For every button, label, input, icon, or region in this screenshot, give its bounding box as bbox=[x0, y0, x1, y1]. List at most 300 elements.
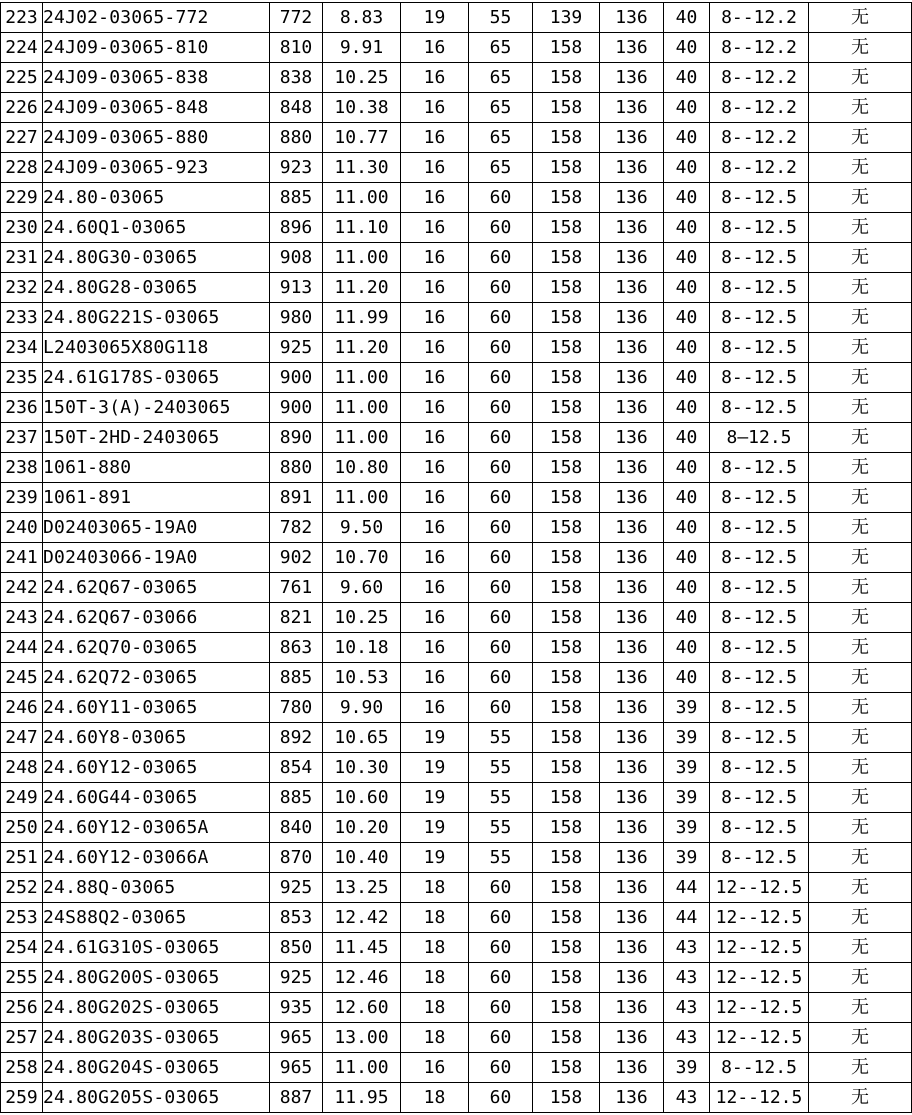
row-index-cell: 241 bbox=[1, 543, 43, 573]
row-index-cell: 252 bbox=[1, 873, 43, 903]
quantity-cell: 965 bbox=[270, 1023, 323, 1053]
col-d-cell: 136 bbox=[600, 873, 664, 903]
col-c-cell: 158 bbox=[533, 693, 600, 723]
range-cell: 8--12.2 bbox=[710, 63, 809, 93]
quantity-cell: 850 bbox=[270, 933, 323, 963]
col-d-cell: 136 bbox=[600, 663, 664, 693]
value-cell: 10.25 bbox=[323, 603, 401, 633]
range-cell: 8--12.5 bbox=[710, 633, 809, 663]
model-code-cell: D02403065-19A0 bbox=[43, 513, 270, 543]
row-index-cell: 246 bbox=[1, 693, 43, 723]
col-e-cell: 39 bbox=[664, 813, 710, 843]
note-cell: 无 bbox=[809, 63, 912, 93]
col-c-cell: 158 bbox=[533, 273, 600, 303]
row-index-cell: 255 bbox=[1, 963, 43, 993]
col-d-cell: 136 bbox=[600, 783, 664, 813]
col-a-cell: 18 bbox=[401, 1023, 469, 1053]
table-row bbox=[1, 183, 912, 213]
range-cell: 12--12.5 bbox=[710, 1083, 809, 1113]
col-e-cell: 40 bbox=[664, 213, 710, 243]
value-cell: 12.46 bbox=[323, 963, 401, 993]
col-e-cell: 40 bbox=[664, 303, 710, 333]
note-cell: 无 bbox=[809, 423, 912, 453]
col-d-cell: 136 bbox=[600, 1023, 664, 1053]
range-cell: 8--12.5 bbox=[710, 483, 809, 513]
table-row bbox=[1, 393, 912, 423]
col-a-cell: 19 bbox=[401, 723, 469, 753]
model-code-cell: 24J09-03065-848 bbox=[43, 93, 270, 123]
col-d-cell: 136 bbox=[600, 723, 664, 753]
table-row bbox=[1, 453, 912, 483]
value-cell: 8.83 bbox=[323, 3, 401, 33]
quantity-cell: 892 bbox=[270, 723, 323, 753]
col-e-cell: 44 bbox=[664, 873, 710, 903]
col-e-cell: 40 bbox=[664, 453, 710, 483]
col-e-cell: 40 bbox=[664, 633, 710, 663]
col-e-cell: 40 bbox=[664, 483, 710, 513]
col-b-cell: 60 bbox=[469, 693, 533, 723]
model-code-cell: 24.60Y11-03065 bbox=[43, 693, 270, 723]
col-c-cell: 158 bbox=[533, 993, 600, 1023]
col-d-cell: 136 bbox=[600, 483, 664, 513]
col-b-cell: 65 bbox=[469, 63, 533, 93]
note-cell: 无 bbox=[809, 213, 912, 243]
table-row bbox=[1, 423, 912, 453]
value-cell: 10.20 bbox=[323, 813, 401, 843]
table-row bbox=[1, 63, 912, 93]
quantity-cell: 896 bbox=[270, 213, 323, 243]
col-c-cell: 158 bbox=[533, 843, 600, 873]
col-e-cell: 40 bbox=[664, 273, 710, 303]
col-e-cell: 43 bbox=[664, 993, 710, 1023]
quantity-cell: 840 bbox=[270, 813, 323, 843]
col-a-cell: 16 bbox=[401, 603, 469, 633]
note-cell: 无 bbox=[809, 93, 912, 123]
value-cell: 10.60 bbox=[323, 783, 401, 813]
note-cell: 无 bbox=[809, 183, 912, 213]
range-cell: 8--12.5 bbox=[710, 513, 809, 543]
note-cell: 无 bbox=[809, 963, 912, 993]
col-c-cell: 158 bbox=[533, 213, 600, 243]
quantity-cell: 913 bbox=[270, 273, 323, 303]
model-code-cell: 24.60G44-03065 bbox=[43, 783, 270, 813]
note-cell: 无 bbox=[809, 243, 912, 273]
col-c-cell: 158 bbox=[533, 483, 600, 513]
note-cell: 无 bbox=[809, 663, 912, 693]
table-row bbox=[1, 1053, 912, 1083]
row-index-cell: 224 bbox=[1, 33, 43, 63]
row-index-cell: 225 bbox=[1, 63, 43, 93]
table-row bbox=[1, 573, 912, 603]
table-body bbox=[1, 3, 912, 1113]
col-e-cell: 43 bbox=[664, 933, 710, 963]
table-row bbox=[1, 543, 912, 573]
row-index-cell: 250 bbox=[1, 813, 43, 843]
note-cell: 无 bbox=[809, 723, 912, 753]
table-row bbox=[1, 993, 912, 1023]
col-d-cell: 136 bbox=[600, 1083, 664, 1113]
row-index-cell: 257 bbox=[1, 1023, 43, 1053]
col-b-cell: 55 bbox=[469, 723, 533, 753]
col-c-cell: 158 bbox=[533, 903, 600, 933]
value-cell: 11.00 bbox=[323, 393, 401, 423]
col-a-cell: 18 bbox=[401, 903, 469, 933]
col-e-cell: 40 bbox=[664, 63, 710, 93]
value-cell: 9.91 bbox=[323, 33, 401, 63]
range-cell: 8--12.5 bbox=[710, 243, 809, 273]
value-cell: 11.00 bbox=[323, 423, 401, 453]
col-a-cell: 16 bbox=[401, 33, 469, 63]
value-cell: 11.00 bbox=[323, 483, 401, 513]
col-d-cell: 136 bbox=[600, 273, 664, 303]
col-d-cell: 136 bbox=[600, 333, 664, 363]
model-code-cell: 24.62Q72-03065 bbox=[43, 663, 270, 693]
col-c-cell: 158 bbox=[533, 93, 600, 123]
quantity-cell: 965 bbox=[270, 1053, 323, 1083]
col-b-cell: 60 bbox=[469, 333, 533, 363]
value-cell: 10.77 bbox=[323, 123, 401, 153]
value-cell: 10.70 bbox=[323, 543, 401, 573]
model-code-cell: 150T-3(A)-2403065 bbox=[43, 393, 270, 423]
col-d-cell: 136 bbox=[600, 573, 664, 603]
table-row bbox=[1, 963, 912, 993]
range-cell: 8--12.5 bbox=[710, 753, 809, 783]
col-a-cell: 16 bbox=[401, 483, 469, 513]
col-c-cell: 158 bbox=[533, 633, 600, 663]
col-e-cell: 40 bbox=[664, 573, 710, 603]
col-b-cell: 60 bbox=[469, 933, 533, 963]
table-row bbox=[1, 363, 912, 393]
table-row bbox=[1, 243, 912, 273]
col-e-cell: 40 bbox=[664, 363, 710, 393]
range-cell: 8--12.5 bbox=[710, 393, 809, 423]
model-code-cell: 24.80G30-03065 bbox=[43, 243, 270, 273]
range-cell: 8--12.5 bbox=[710, 663, 809, 693]
col-e-cell: 40 bbox=[664, 3, 710, 33]
col-b-cell: 65 bbox=[469, 123, 533, 153]
col-a-cell: 16 bbox=[401, 93, 469, 123]
col-c-cell: 158 bbox=[533, 243, 600, 273]
col-c-cell: 158 bbox=[533, 123, 600, 153]
col-e-cell: 40 bbox=[664, 663, 710, 693]
col-d-cell: 136 bbox=[600, 63, 664, 93]
col-a-cell: 16 bbox=[401, 273, 469, 303]
col-a-cell: 16 bbox=[401, 423, 469, 453]
col-d-cell: 136 bbox=[600, 393, 664, 423]
note-cell: 无 bbox=[809, 603, 912, 633]
range-cell: 12--12.5 bbox=[710, 933, 809, 963]
note-cell: 无 bbox=[809, 513, 912, 543]
note-cell: 无 bbox=[809, 903, 912, 933]
col-c-cell: 158 bbox=[533, 603, 600, 633]
note-cell: 无 bbox=[809, 273, 912, 303]
model-code-cell: 150T-2HD-2403065 bbox=[43, 423, 270, 453]
col-d-cell: 136 bbox=[600, 123, 664, 153]
value-cell: 13.00 bbox=[323, 1023, 401, 1053]
table-row bbox=[1, 3, 912, 33]
col-b-cell: 65 bbox=[469, 93, 533, 123]
quantity-cell: 923 bbox=[270, 153, 323, 183]
col-d-cell: 136 bbox=[600, 993, 664, 1023]
range-cell: 8--12.2 bbox=[710, 33, 809, 63]
col-c-cell: 158 bbox=[533, 363, 600, 393]
col-c-cell: 158 bbox=[533, 303, 600, 333]
col-d-cell: 136 bbox=[600, 813, 664, 843]
note-cell: 无 bbox=[809, 873, 912, 903]
quantity-cell: 980 bbox=[270, 303, 323, 333]
quantity-cell: 880 bbox=[270, 453, 323, 483]
col-d-cell: 136 bbox=[600, 303, 664, 333]
quantity-cell: 810 bbox=[270, 33, 323, 63]
quantity-cell: 885 bbox=[270, 663, 323, 693]
col-e-cell: 43 bbox=[664, 963, 710, 993]
col-e-cell: 39 bbox=[664, 1053, 710, 1083]
range-cell: 8--12.5 bbox=[710, 273, 809, 303]
value-cell: 11.95 bbox=[323, 1083, 401, 1113]
value-cell: 11.99 bbox=[323, 303, 401, 333]
note-cell: 无 bbox=[809, 933, 912, 963]
range-cell: 8--12.5 bbox=[710, 603, 809, 633]
quantity-cell: 885 bbox=[270, 183, 323, 213]
col-c-cell: 158 bbox=[533, 933, 600, 963]
quantity-cell: 782 bbox=[270, 513, 323, 543]
range-cell: 8--12.5 bbox=[710, 363, 809, 393]
model-code-cell: 1061-880 bbox=[43, 453, 270, 483]
col-b-cell: 60 bbox=[469, 213, 533, 243]
note-cell: 无 bbox=[809, 363, 912, 393]
range-cell: 8--12.5 bbox=[710, 573, 809, 603]
row-index-cell: 227 bbox=[1, 123, 43, 153]
model-code-cell: 24J02-03065-772 bbox=[43, 3, 270, 33]
row-index-cell: 228 bbox=[1, 153, 43, 183]
col-a-cell: 16 bbox=[401, 393, 469, 423]
quantity-cell: 902 bbox=[270, 543, 323, 573]
col-d-cell: 136 bbox=[600, 213, 664, 243]
col-d-cell: 136 bbox=[600, 453, 664, 483]
col-b-cell: 60 bbox=[469, 363, 533, 393]
col-d-cell: 136 bbox=[600, 513, 664, 543]
model-code-cell: 24.80G202S-03065 bbox=[43, 993, 270, 1023]
range-cell: 8--12.5 bbox=[710, 213, 809, 243]
table-row bbox=[1, 633, 912, 663]
table-row bbox=[1, 213, 912, 243]
col-e-cell: 40 bbox=[664, 153, 710, 183]
range-cell: 8--12.5 bbox=[710, 333, 809, 363]
quantity-cell: 761 bbox=[270, 573, 323, 603]
range-cell: 12--12.5 bbox=[710, 873, 809, 903]
col-b-cell: 60 bbox=[469, 273, 533, 303]
model-code-cell: 24.62Q67-03065 bbox=[43, 573, 270, 603]
col-b-cell: 55 bbox=[469, 843, 533, 873]
col-b-cell: 60 bbox=[469, 573, 533, 603]
col-a-cell: 16 bbox=[401, 333, 469, 363]
col-b-cell: 55 bbox=[469, 813, 533, 843]
model-code-cell: 24J09-03065-880 bbox=[43, 123, 270, 153]
quantity-cell: 853 bbox=[270, 903, 323, 933]
model-code-cell: 24.60Y8-03065 bbox=[43, 723, 270, 753]
col-d-cell: 136 bbox=[600, 423, 664, 453]
col-c-cell: 158 bbox=[533, 183, 600, 213]
col-a-cell: 16 bbox=[401, 453, 469, 483]
range-cell: 8--12.5 bbox=[710, 183, 809, 213]
col-e-cell: 39 bbox=[664, 783, 710, 813]
col-b-cell: 60 bbox=[469, 453, 533, 483]
quantity-cell: 854 bbox=[270, 753, 323, 783]
row-index-cell: 236 bbox=[1, 393, 43, 423]
value-cell: 10.80 bbox=[323, 453, 401, 483]
col-a-cell: 16 bbox=[401, 303, 469, 333]
quantity-cell: 780 bbox=[270, 693, 323, 723]
row-index-cell: 234 bbox=[1, 333, 43, 363]
col-c-cell: 158 bbox=[533, 543, 600, 573]
col-a-cell: 16 bbox=[401, 183, 469, 213]
quantity-cell: 821 bbox=[270, 603, 323, 633]
quantity-cell: 772 bbox=[270, 3, 323, 33]
note-cell: 无 bbox=[809, 993, 912, 1023]
value-cell: 12.60 bbox=[323, 993, 401, 1023]
value-cell: 11.30 bbox=[323, 153, 401, 183]
value-cell: 13.25 bbox=[323, 873, 401, 903]
value-cell: 10.18 bbox=[323, 633, 401, 663]
quantity-cell: 887 bbox=[270, 1083, 323, 1113]
table-row bbox=[1, 153, 912, 183]
col-b-cell: 55 bbox=[469, 783, 533, 813]
col-b-cell: 60 bbox=[469, 993, 533, 1023]
range-cell: 8--12.2 bbox=[710, 3, 809, 33]
value-cell: 11.00 bbox=[323, 183, 401, 213]
col-b-cell: 60 bbox=[469, 243, 533, 273]
col-a-cell: 19 bbox=[401, 783, 469, 813]
note-cell: 无 bbox=[809, 693, 912, 723]
col-c-cell: 158 bbox=[533, 813, 600, 843]
quantity-cell: 890 bbox=[270, 423, 323, 453]
table-row bbox=[1, 873, 912, 903]
col-c-cell: 158 bbox=[533, 753, 600, 783]
col-a-cell: 16 bbox=[401, 633, 469, 663]
col-a-cell: 16 bbox=[401, 573, 469, 603]
range-cell: 8--12.5 bbox=[710, 813, 809, 843]
model-code-cell: 1061-891 bbox=[43, 483, 270, 513]
range-cell: 12--12.5 bbox=[710, 1023, 809, 1053]
quantity-cell: 925 bbox=[270, 963, 323, 993]
col-a-cell: 16 bbox=[401, 243, 469, 273]
col-c-cell: 158 bbox=[533, 33, 600, 63]
quantity-cell: 891 bbox=[270, 483, 323, 513]
col-c-cell: 158 bbox=[533, 153, 600, 183]
col-b-cell: 60 bbox=[469, 903, 533, 933]
value-cell: 11.45 bbox=[323, 933, 401, 963]
col-d-cell: 136 bbox=[600, 843, 664, 873]
col-e-cell: 40 bbox=[664, 423, 710, 453]
col-b-cell: 60 bbox=[469, 1023, 533, 1053]
quantity-cell: 908 bbox=[270, 243, 323, 273]
col-b-cell: 60 bbox=[469, 1053, 533, 1083]
row-index-cell: 240 bbox=[1, 513, 43, 543]
note-cell: 无 bbox=[809, 453, 912, 483]
col-a-cell: 18 bbox=[401, 1083, 469, 1113]
table-row bbox=[1, 903, 912, 933]
note-cell: 无 bbox=[809, 1083, 912, 1113]
row-index-cell: 253 bbox=[1, 903, 43, 933]
table-row bbox=[1, 693, 912, 723]
row-index-cell: 251 bbox=[1, 843, 43, 873]
model-code-cell: 24.80G205S-03065 bbox=[43, 1083, 270, 1113]
col-b-cell: 60 bbox=[469, 393, 533, 423]
col-a-cell: 16 bbox=[401, 123, 469, 153]
value-cell: 10.40 bbox=[323, 843, 401, 873]
row-index-cell: 230 bbox=[1, 213, 43, 243]
table-row bbox=[1, 723, 912, 753]
value-cell: 11.20 bbox=[323, 333, 401, 363]
row-index-cell: 232 bbox=[1, 273, 43, 303]
col-d-cell: 136 bbox=[600, 753, 664, 783]
col-d-cell: 136 bbox=[600, 363, 664, 393]
col-e-cell: 40 bbox=[664, 393, 710, 423]
col-a-cell: 16 bbox=[401, 693, 469, 723]
quantity-cell: 900 bbox=[270, 363, 323, 393]
quantity-cell: 900 bbox=[270, 393, 323, 423]
col-c-cell: 158 bbox=[533, 1083, 600, 1113]
col-d-cell: 136 bbox=[600, 33, 664, 63]
value-cell: 11.00 bbox=[323, 363, 401, 393]
col-e-cell: 40 bbox=[664, 33, 710, 63]
row-index-cell: 259 bbox=[1, 1083, 43, 1113]
col-a-cell: 16 bbox=[401, 663, 469, 693]
value-cell: 11.00 bbox=[323, 1053, 401, 1083]
col-c-cell: 158 bbox=[533, 1053, 600, 1083]
data-table bbox=[0, 2, 912, 1113]
note-cell: 无 bbox=[809, 303, 912, 333]
col-e-cell: 40 bbox=[664, 183, 710, 213]
note-cell: 无 bbox=[809, 1023, 912, 1053]
model-code-cell: 24.80G200S-03065 bbox=[43, 963, 270, 993]
model-code-cell: 24.80G28-03065 bbox=[43, 273, 270, 303]
col-b-cell: 60 bbox=[469, 543, 533, 573]
col-c-cell: 158 bbox=[533, 453, 600, 483]
value-cell: 11.00 bbox=[323, 243, 401, 273]
quantity-cell: 870 bbox=[270, 843, 323, 873]
model-code-cell: 24.60Q1-03065 bbox=[43, 213, 270, 243]
row-index-cell: 239 bbox=[1, 483, 43, 513]
note-cell: 无 bbox=[809, 153, 912, 183]
table-row bbox=[1, 603, 912, 633]
col-d-cell: 136 bbox=[600, 543, 664, 573]
range-cell: 12--12.5 bbox=[710, 963, 809, 993]
note-cell: 无 bbox=[809, 3, 912, 33]
col-e-cell: 43 bbox=[664, 1023, 710, 1053]
note-cell: 无 bbox=[809, 783, 912, 813]
col-a-cell: 18 bbox=[401, 873, 469, 903]
col-d-cell: 136 bbox=[600, 903, 664, 933]
quantity-cell: 848 bbox=[270, 93, 323, 123]
col-d-cell: 136 bbox=[600, 3, 664, 33]
note-cell: 无 bbox=[809, 333, 912, 363]
model-code-cell: 24.62Q67-03066 bbox=[43, 603, 270, 633]
col-b-cell: 55 bbox=[469, 3, 533, 33]
table-row bbox=[1, 33, 912, 63]
table-row bbox=[1, 753, 912, 783]
col-b-cell: 55 bbox=[469, 753, 533, 783]
col-a-cell: 18 bbox=[401, 993, 469, 1023]
table-row bbox=[1, 93, 912, 123]
col-c-cell: 158 bbox=[533, 963, 600, 993]
col-c-cell: 158 bbox=[533, 723, 600, 753]
col-e-cell: 40 bbox=[664, 603, 710, 633]
col-c-cell: 158 bbox=[533, 1023, 600, 1053]
note-cell: 无 bbox=[809, 1053, 912, 1083]
row-index-cell: 256 bbox=[1, 993, 43, 1023]
col-a-cell: 16 bbox=[401, 63, 469, 93]
